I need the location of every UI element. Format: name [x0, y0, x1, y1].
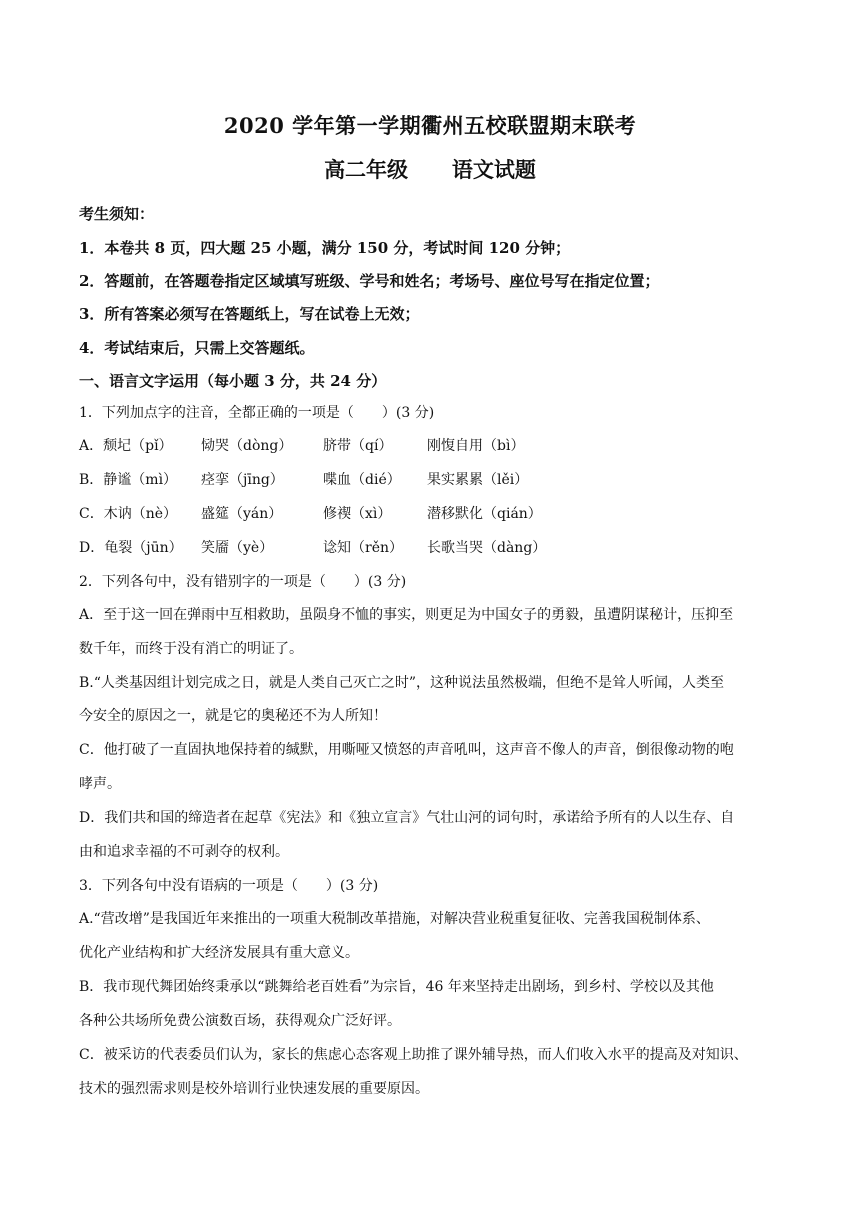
- option-term: 潜移默化（qián）: [427, 506, 542, 522]
- question-2-text-line: D．我们共和国的缔造者在起草《宪法》和《独立宣言》气壮山河的词句时，承诺给予所有的人以生存、自: [79, 810, 735, 826]
- question-1-option-a: [79, 436, 524, 456]
- notice-heading: 考生须知：: [79, 205, 155, 223]
- question-3-text-line: 优化产业结构和扩大经济发展具有重大意义。: [79, 945, 359, 961]
- notice-item: 4．考试结束后，只需上交答题纸。: [79, 339, 315, 357]
- question-2-text-line: C．他打破了一直固执地保持着的缄默，用嘶哑又愤怒的声音吼叫，这声音不像人的声音，倒很像动物的咆: [79, 742, 734, 758]
- question-3-text-line: C．被采访的代表委员们认为，家长的焦虑心态客观上助推了课外辅导热，而人们收入水平的提高及对知识、: [79, 1047, 748, 1063]
- question-2-text-line: A．至于这一回在弹雨中互相救助，虽陨身不恤的事实，则更足为中国女子的勇毅，虽遭阴谋秘计，压抑至: [79, 607, 734, 623]
- notice-item: 2．答题前，在答题卷指定区域填写班级、学号和姓名；考场号、座位号写在指定位置；: [79, 272, 660, 290]
- option-term: A．颓圮（pǐ）: [79, 438, 173, 454]
- option-term: D．龟裂（jūn）: [79, 540, 183, 556]
- question-1-stem: 1．下列加点字的注音，全都正确的一项是（ ）(3 分): [79, 405, 435, 421]
- question-3-text-line: B．我市现代舞团始终秉承以“跳舞给老百姓看”为宗旨，46 年来坚持走出剧场，到乡村、学校以及其他: [79, 979, 714, 995]
- question-2-text-line: 今安全的原因之一，就是它的奥秘还不为人所知！: [79, 708, 387, 724]
- option-term: B．静谧（mì）: [79, 472, 178, 488]
- option-term: C．木讷（nè）: [79, 506, 178, 522]
- question-2-text-line: 数千年，而终于没有消亡的明证了。: [79, 641, 303, 657]
- question-2-stem: 2．下列各句中，没有错别字的一项是（ ）(3 分): [79, 574, 407, 590]
- section-heading: 一、语言文字运用（每小题 3 分，共 24 分）: [79, 372, 387, 390]
- question-3-stem: 3．下列各句中没有语病的一项是（ ）(3 分): [79, 878, 379, 894]
- question-1-option-c: [79, 504, 542, 524]
- exam-subtitle: 高二年级 语文试题: [324, 157, 536, 182]
- notice-item: 1．本卷共 8 页，四大题 25 小题，满分 150 分，考试时间 120 分钟；: [79, 239, 571, 257]
- option-term: 笑靥（yè）: [201, 540, 274, 556]
- question-3-text-line: 各种公共场所免费公演数百场，获得观众广泛好评。: [79, 1013, 401, 1029]
- option-term: 盛筵（yán）: [201, 506, 283, 522]
- question-3-text-line: A.“营改增”是我国近年来推出的一项重大税制改革措施，对解决营业税重复征收、完善我国税制体系、: [79, 911, 710, 927]
- question-1-option-d: [79, 538, 546, 558]
- notice-item: 3．所有答案必须写在答题纸上，写在试卷上无效；: [79, 305, 420, 323]
- exam-title: 2020 学年第一学期衢州五校联盟期末联考: [223, 113, 637, 138]
- option-term: 谂知（rěn）: [323, 540, 403, 556]
- option-term: 痉挛（jīng）: [201, 472, 284, 488]
- option-term: 刚愎自用（bì）: [427, 438, 525, 454]
- option-term: 修禊（xì）: [323, 506, 392, 522]
- option-term: 果实累累（lěi）: [427, 472, 529, 488]
- question-2-text-line: 由和追求幸福的不可剥夺的权利。: [79, 844, 289, 860]
- question-2-text-line: B.“人类基因组计划完成之日，就是人类自己灭亡之时”，这种说法虽然极端，但绝不是耸人听闻，人类至: [79, 675, 725, 691]
- option-term: 恸哭（dòng）: [201, 438, 293, 454]
- question-2-text-line: 哮声。: [79, 776, 121, 792]
- option-term: 脐带（qí）: [323, 438, 393, 454]
- option-term: 长歌当哭（dàng）: [427, 540, 547, 556]
- question-3-text-line: 技术的强烈需求则是校外培训行业快速发展的重要原因。: [79, 1081, 429, 1097]
- question-1-option-b: [79, 470, 528, 490]
- option-term: 喋血（dié）: [323, 472, 401, 488]
